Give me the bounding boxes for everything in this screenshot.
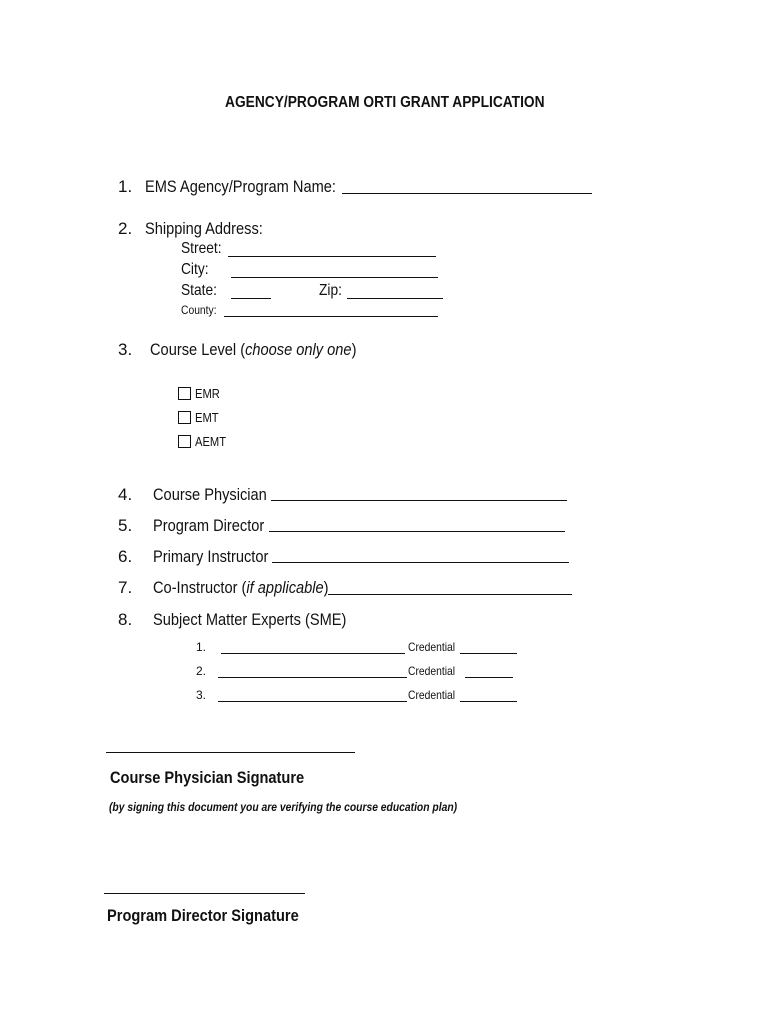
city-label: City: bbox=[181, 261, 209, 278]
street-label: Street: bbox=[181, 240, 222, 257]
q7-number: 7. bbox=[118, 578, 133, 597]
q6-number: 6. bbox=[118, 547, 133, 566]
primary-instructor-field[interactable] bbox=[272, 562, 569, 563]
q5-label: Program Director bbox=[153, 516, 265, 535]
sme-1-name-field[interactable] bbox=[221, 653, 405, 654]
agency-name-field[interactable] bbox=[342, 193, 592, 194]
q3-number: 3. bbox=[118, 340, 133, 359]
emt-label: EMT bbox=[195, 410, 219, 425]
q3-hint: choose only one bbox=[245, 340, 352, 359]
state-field[interactable] bbox=[231, 298, 271, 299]
q2-number: 2. bbox=[118, 219, 133, 238]
sme-1-number: 1. bbox=[196, 640, 207, 654]
q1-number: 1. bbox=[118, 177, 133, 196]
q8-label: Subject Matter Experts (SME) bbox=[153, 610, 347, 629]
sme-1-credential-field[interactable] bbox=[460, 653, 517, 654]
sme-3-name-field[interactable] bbox=[218, 701, 407, 702]
city-field[interactable] bbox=[231, 277, 438, 278]
sme-2-number: 2. bbox=[196, 664, 207, 678]
co-instructor-field[interactable] bbox=[328, 594, 572, 595]
emr-label: EMR bbox=[195, 386, 220, 401]
sme-1-credential-label: Credential bbox=[408, 640, 456, 654]
emr-checkbox[interactable] bbox=[178, 387, 191, 400]
emt-checkbox[interactable] bbox=[178, 411, 191, 424]
county-label: County: bbox=[181, 303, 217, 317]
course-physician-signature-label: Course Physician Signature bbox=[110, 768, 305, 787]
sme-2-credential-label: Credential bbox=[408, 664, 456, 678]
sme-3-credential-label: Credential bbox=[408, 688, 456, 702]
sme-2-name-field[interactable] bbox=[218, 677, 407, 678]
q5-number: 5. bbox=[118, 516, 133, 535]
program-director-signature-line[interactable] bbox=[104, 893, 305, 894]
zip-label: Zip: bbox=[319, 282, 342, 299]
q4-number: 4. bbox=[118, 485, 133, 504]
page-title: AGENCY/PROGRAM ORTI GRANT APPLICATION bbox=[225, 94, 545, 111]
county-field[interactable] bbox=[224, 316, 438, 317]
sme-2-credential-field[interactable] bbox=[465, 677, 513, 678]
sme-3-credential-field[interactable] bbox=[460, 701, 517, 702]
aemt-label: AEMT bbox=[195, 434, 227, 449]
q7-label: Co-Instructor (if applicable) bbox=[153, 578, 329, 597]
course-physician-field[interactable] bbox=[271, 500, 567, 501]
q2-label: Shipping Address: bbox=[145, 219, 263, 238]
zip-field[interactable] bbox=[347, 298, 443, 299]
signature-note: (by signing this document you are verifying the course education plan) bbox=[109, 800, 458, 814]
course-physician-signature-line[interactable] bbox=[106, 752, 355, 753]
program-director-field[interactable] bbox=[269, 531, 565, 532]
q1-label: EMS Agency/Program Name: bbox=[145, 177, 336, 196]
state-label: State: bbox=[181, 282, 217, 299]
q7-hint: if applicable bbox=[246, 578, 324, 597]
q6-label: Primary Instructor bbox=[153, 547, 269, 566]
street-field[interactable] bbox=[228, 256, 436, 257]
sme-3-number: 3. bbox=[196, 688, 207, 702]
aemt-checkbox[interactable] bbox=[178, 435, 191, 448]
q3-label: Course Level (choose only one) bbox=[150, 340, 357, 359]
program-director-signature-label: Program Director Signature bbox=[107, 906, 299, 925]
q8-number: 8. bbox=[118, 610, 133, 629]
q4-label: Course Physician bbox=[153, 485, 267, 504]
